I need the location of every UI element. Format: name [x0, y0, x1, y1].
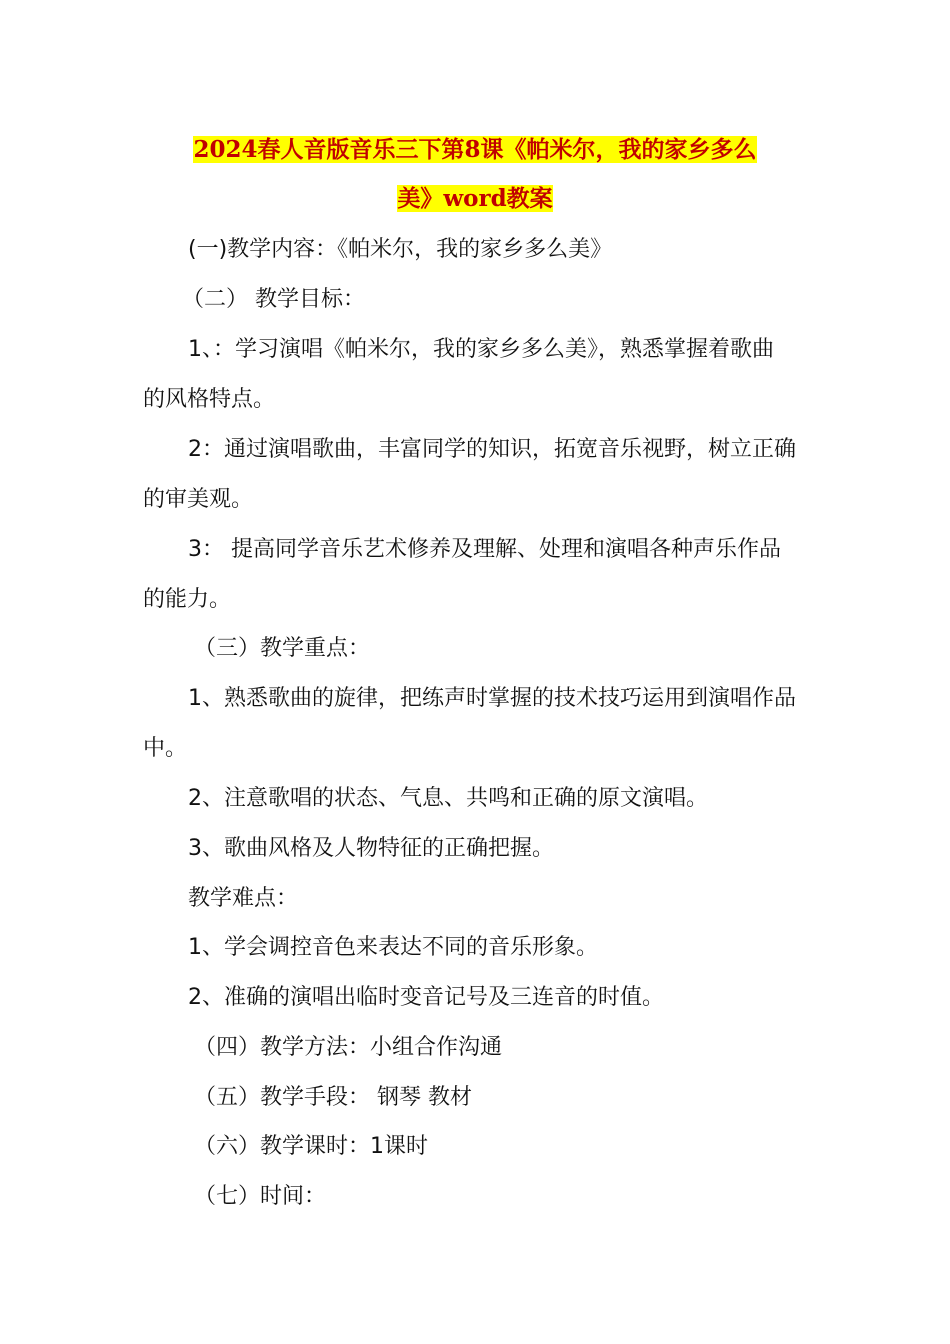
objective-1-line-1: 1、：学习演唱《帕米尔，我的家乡多么美》，熟悉掌握着歌曲 — [188, 337, 774, 362]
objective-2-line-2: 的审美观。 — [143, 487, 254, 512]
paragraph-teaching-content: (一)教学内容：《帕米尔，我的家乡多么美》 — [188, 237, 613, 262]
class-hours: （六）教学课时：1课时 — [194, 1134, 428, 1159]
heading-teaching-objectives: （二） 教学目标： — [182, 287, 365, 312]
difficulty-1: 1、学会调控音色来表达不同的音乐形象。 — [188, 935, 598, 960]
key-point-1-line-1: 1、熟悉歌曲的旋律，把练声时掌握的技术技巧运用到演唱作品 — [188, 686, 796, 711]
time-heading: （七）时间： — [194, 1184, 327, 1209]
heading-difficulties: 教学难点： — [188, 886, 299, 911]
objective-3-line-2: 的能力。 — [143, 587, 232, 612]
document-title-line-2 — [0, 183, 950, 215]
teaching-method: （四）教学方法：小组合作沟通 — [194, 1035, 503, 1060]
key-point-3: 3、歌曲风格及人物特征的正确把握。 — [188, 836, 554, 861]
title-highlight-2: 美》word教案 — [397, 185, 553, 212]
key-point-2: 2、注意歌唱的状态、气息、共鸣和正确的原文演唱。 — [188, 786, 708, 811]
objective-3-line-1: 3： 提高同学音乐艺术修养及理解、处理和演唱各种声乐作品 — [188, 537, 781, 562]
objective-2-line-1: 2：通过演唱歌曲，丰富同学的知识，拓宽音乐视野，树立正确 — [188, 437, 796, 462]
difficulty-2: 2、准确的演唱出临时变音记号及三连音的时值。 — [188, 985, 664, 1010]
key-point-1-line-2: 中。 — [143, 736, 188, 761]
objective-1-line-2: 的风格特点。 — [143, 387, 276, 412]
teaching-means: （五）教学手段： 钢琴 教材 — [194, 1085, 472, 1110]
title-highlight-1: 2024春人音版音乐三下第8课《帕米尔，我的家乡多么 — [193, 136, 757, 163]
heading-key-points: （三）教学重点： — [194, 636, 371, 661]
document-title-line-1 — [0, 134, 950, 166]
